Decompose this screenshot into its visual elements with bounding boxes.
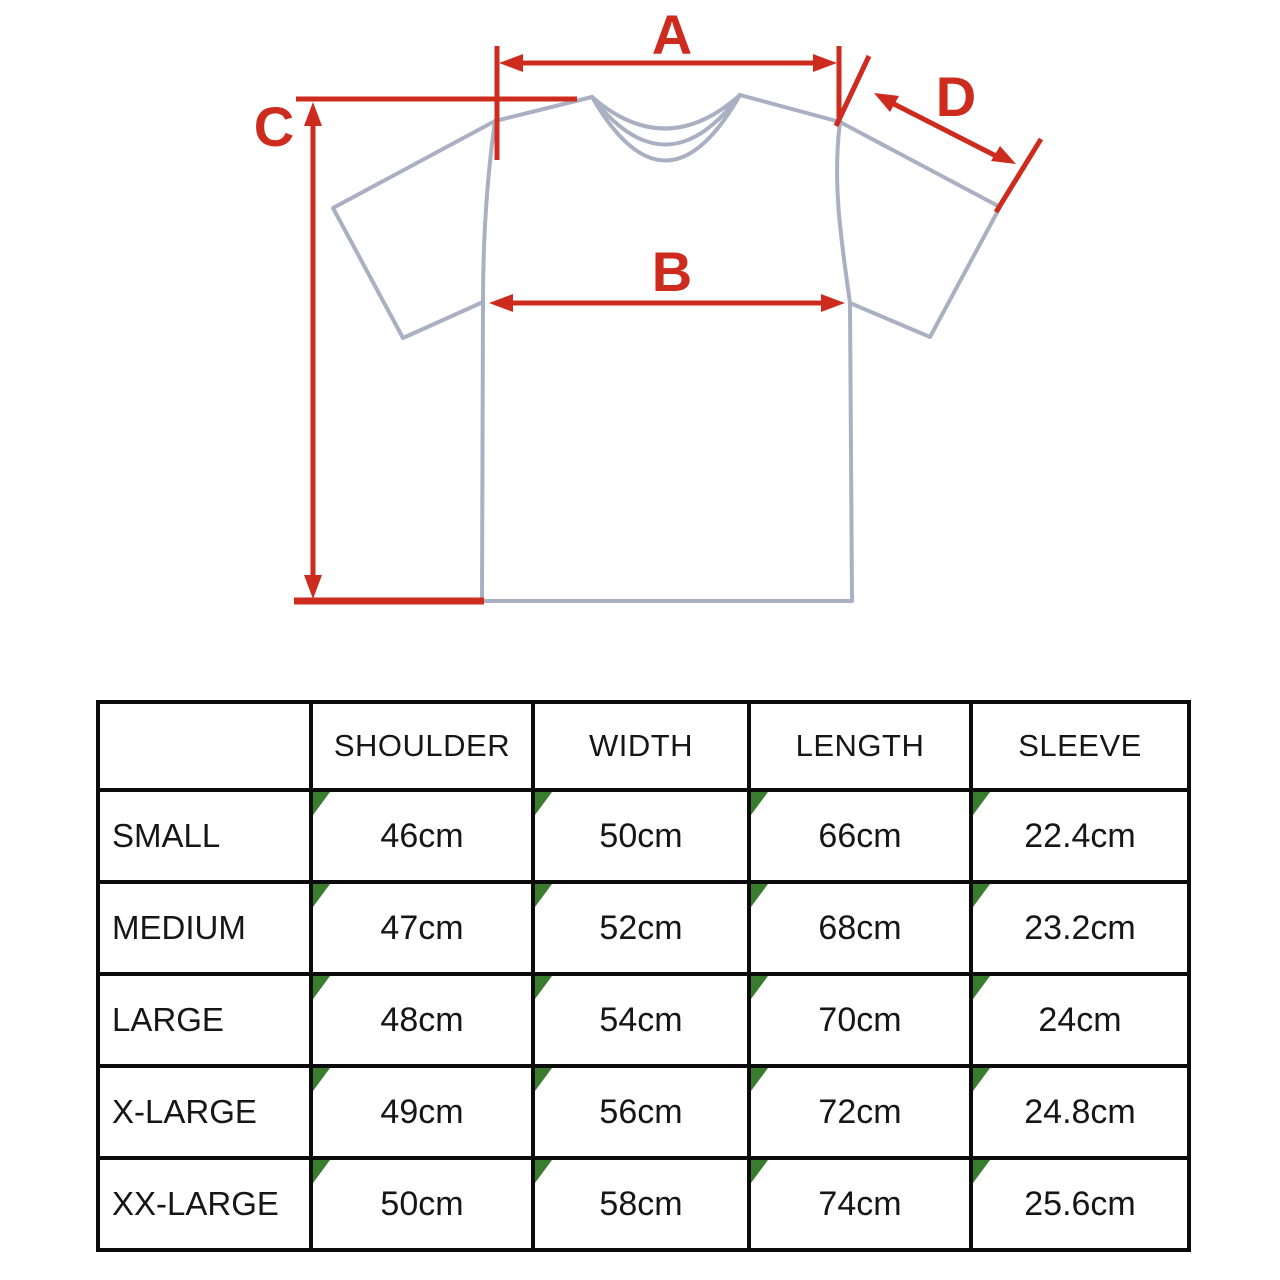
corner-marker-icon [535,976,552,999]
measurement-cell: 50cm [533,790,749,882]
corner-marker-icon [973,976,990,999]
dimension-label-a: A [651,3,693,66]
size-label: SMALL [98,790,311,882]
measurement-cell: 50cm [311,1158,533,1250]
corner-marker-icon [751,976,768,999]
dimension-label-c: C [253,95,295,158]
measurement-cell: 22.4cm [971,790,1189,882]
dimension-a-shoulder [497,3,839,160]
measurement-cell: 54cm [533,974,749,1066]
corner-marker-icon [751,1160,768,1183]
size-table [96,700,1191,1252]
dimension-b-width [489,240,845,312]
measurement-cell: 49cm [311,1066,533,1158]
measurement-cell: 24cm [971,974,1189,1066]
size-label: MEDIUM [98,882,311,974]
corner-marker-icon [973,1068,990,1091]
dimension-label-b: B [651,240,693,303]
measurement-cell: 74cm [749,1158,971,1250]
corner-marker-icon [751,884,768,907]
measurement-cell: 56cm [533,1066,749,1158]
measurement-cell: 48cm [311,974,533,1066]
corner-marker-icon [535,1160,552,1183]
corner-marker-icon [313,884,330,907]
measurement-cell: 72cm [749,1066,971,1158]
column-header-sleeve: SLEEVE [971,702,1189,790]
corner-marker-icon [751,1068,768,1091]
corner-marker-icon [973,1160,990,1183]
size-label: LARGE [98,974,311,1066]
measurement-cell: 70cm [749,974,971,1066]
corner-marker-icon [313,1160,330,1183]
corner-marker-icon [973,792,990,815]
measurement-cell: 68cm [749,882,971,974]
corner-marker-icon [535,792,552,815]
size-label: XX-LARGE [98,1158,311,1250]
corner-marker-icon [973,884,990,907]
dimension-c-length [254,95,577,601]
measurement-cell: 52cm [533,882,749,974]
tshirt-outline [333,95,1000,601]
table-row-medium [98,882,1189,974]
column-header-shoulder: SHOULDER [311,702,533,790]
table-row-x-large [98,1066,1189,1158]
header-row [98,702,1189,790]
column-header-width: WIDTH [533,702,749,790]
size-label: X-LARGE [98,1066,311,1158]
measurement-cell: 47cm [311,882,533,974]
corner-cell [98,702,311,790]
table-row-xx-large [98,1158,1189,1250]
measurement-cell: 24.8cm [971,1066,1189,1158]
corner-marker-icon [535,884,552,907]
corner-marker-icon [313,792,330,815]
table-row-large [98,974,1189,1066]
column-header-length: LENGTH [749,702,971,790]
table-row-small [98,790,1189,882]
measurement-cell: 23.2cm [971,882,1189,974]
corner-marker-icon [751,792,768,815]
corner-marker-icon [313,1068,330,1091]
dimension-label-d: D [935,65,977,128]
measurement-cell: 46cm [311,790,533,882]
measurement-cell: 25.6cm [971,1158,1189,1250]
measurement-cell: 58cm [533,1158,749,1250]
measurement-cell: 66cm [749,790,971,882]
corner-marker-icon [535,1068,552,1091]
corner-marker-icon [313,976,330,999]
